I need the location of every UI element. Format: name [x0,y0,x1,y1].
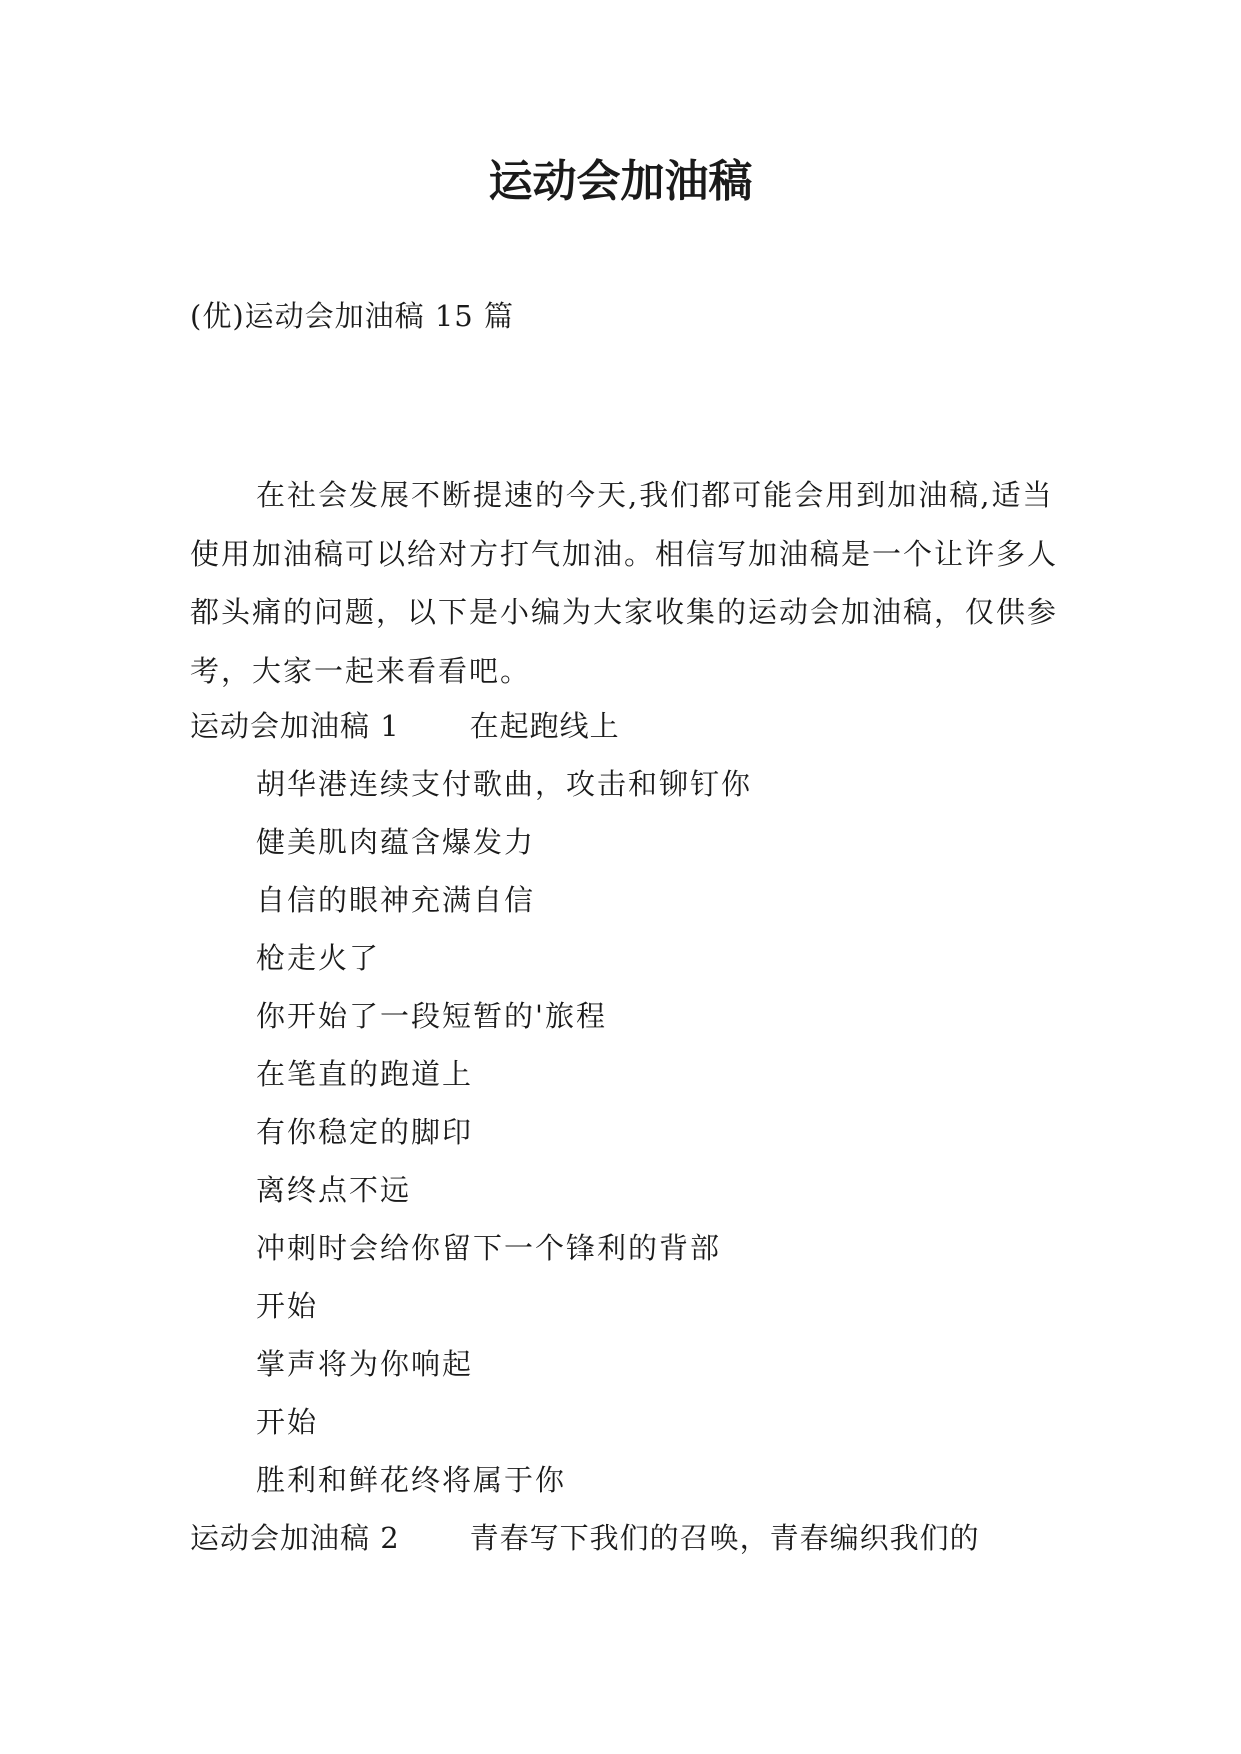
verse-line: 自信的眼神充满自信 [256,883,536,917]
section-heading-1-label: 运动会加油稿 1 [190,709,400,743]
verse-line: 冲刺时会给你留下一个锋利的背部 [256,1231,722,1265]
verse-line: 离终点不远 [256,1173,412,1207]
verse-line: 你开始了一段短暂的'旅程 [256,999,607,1033]
verse-line: 健美肌肉蕴含爆发力 [256,825,536,859]
verse-line: 胡华港连续支付歌曲，攻击和铆钉你 [256,767,753,801]
verse-line: 开始 [256,1405,319,1439]
section-heading-1 [190,706,620,746]
verse-line: 有你稳定的脚印 [256,1115,474,1149]
section-heading-2 [190,1518,980,1558]
verse-line: 开始 [256,1289,319,1323]
section-heading-2-label: 运动会加油稿 2 [190,1521,400,1555]
section-2-first-line: 青春写下我们的召唤，青春编织我们的 [469,1521,980,1555]
verse-line: 掌声将为你响起 [256,1347,474,1381]
section-1-first-line: 在起跑线上 [469,709,620,743]
verse-line: 在笔直的跑道上 [256,1057,474,1091]
document-subtitle: (优)运动会加油稿 15 篇 [190,299,514,333]
intro-paragraph: 在社会发展不断提速的今天,我们都可能会用到加油稿,适当使用加油稿可以给对方打气加油。相信写加油稿是一个让许多人都头痛的问题，以下是小编为大家收集的运动会加油稿，仅供参考，大家一起来看看吧。 [190,478,1059,688]
verse-line: 枪走火了 [256,941,381,975]
document-title: 运动会加油稿 [488,156,753,207]
verse-line: 胜利和鲜花终将属于你 [256,1463,567,1497]
